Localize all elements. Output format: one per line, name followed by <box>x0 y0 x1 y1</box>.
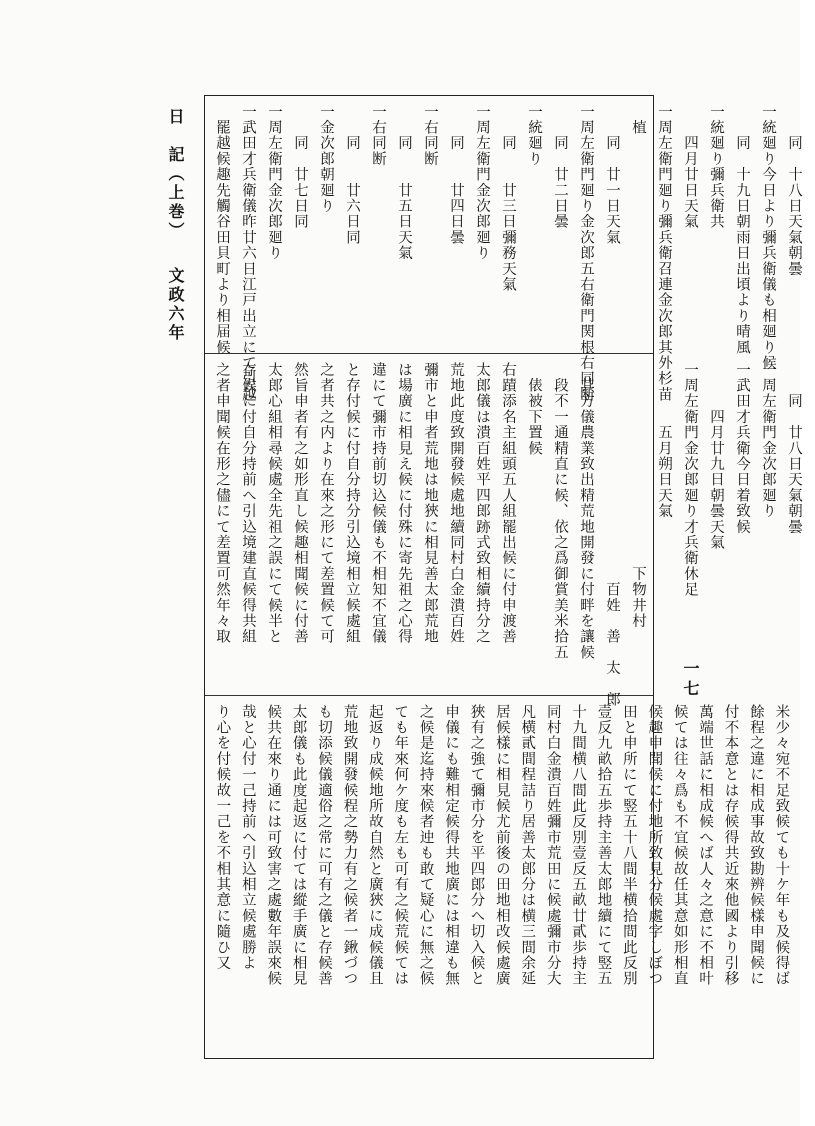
tier-body <box>205 354 815 708</box>
text-line: 同 十九日朝雨日出頃より晴風 <box>734 104 750 356</box>
running-header <box>160 108 190 343</box>
text-line: 百姓 善 太 郎 <box>604 362 620 708</box>
text-line: 一統廻り今日より彌兵衛儀も相廻り候 <box>760 104 776 371</box>
text-line: 俵被下置候 <box>526 362 542 457</box>
text-line: 哉と心付一己持前へ引込相立候處勝よ <box>239 704 256 971</box>
text-line: 違にて彌市持前切込候儀も不相知不宜儀 <box>370 362 386 645</box>
text-line: ても年來何ケ度も左も可有之候荒候ては <box>392 704 409 987</box>
text-line: 同 廿二日曇 <box>552 104 568 230</box>
text-line: 五月朔日天氣 <box>656 362 672 519</box>
text-line: 之候是迄持來候者迚も敢て疑心に無之候 <box>417 704 434 987</box>
text-line: 十九間横八間此反別壹反五畝廿貳歩持主 <box>570 704 587 987</box>
text-line: 其方儀農業致出精荒地開發に付畔を讓候 <box>578 362 594 661</box>
text-line: は場廣に相見え候に付殊に寄先祖之心得 <box>396 362 412 645</box>
text-line: 居候樣に相見候尤前後の田地相改候處廣 <box>493 704 510 987</box>
text-line: 米少々宛不足致候ても十ケ年も及候得ば <box>773 704 790 987</box>
text-line: 一金次郎朝廻り <box>318 104 334 214</box>
text-line: 田と申所にて竪五十八間半横拾間此反別 <box>620 704 637 987</box>
text-line: 一周左衛門金次郎廻り <box>474 104 490 261</box>
text-line: 起返り成候地所故自然と廣狹に成候儀且 <box>366 704 383 987</box>
text-line: 太郎心組相尋候處全先祖之誤にて候半と <box>266 362 282 645</box>
text-line: 候趣申聞候に付地所致見分候處字しぼつ <box>646 704 663 987</box>
text-line: 太郎儀は潰百姓平四郎跡式致相續持分之 <box>474 362 490 645</box>
text-line: 凡横貳間程詰り居善太郎分は横三間余延 <box>519 704 536 987</box>
text-line: 同 廿六日同 <box>344 104 360 246</box>
text-line: 右蹟添名主組頭五人組罷出候に付申渡善 <box>500 362 516 645</box>
text-line: 存候に付自分持前へ引込境建直候得共組 <box>240 362 256 645</box>
text-line: 下物井村 <box>630 362 646 629</box>
page-number: 一七 <box>681 660 700 700</box>
text-line: 然旨申者有之如形直し候趣相聞候に付善 <box>292 362 308 645</box>
text-line: 之者共之内より在來之形にて差置候て可 <box>318 362 334 645</box>
text-line: 之者申聞候在形之儘にて差置可然年々取 <box>214 362 230 645</box>
text-line: 罷越候趣先觸谷田貝町より相届候 <box>214 104 230 356</box>
text-line: 狹有之強て彌市分を平四郎分へ切入候と <box>468 704 485 987</box>
text-line: 一周左衛門廻り彌兵衛召連金次郎其外杉苗 <box>656 104 672 403</box>
text-tier-upper <box>205 96 802 403</box>
text-line: 同村白金潰百姓彌市荒田に候處彌市分大 <box>544 704 561 987</box>
text-line: 四月廿日天氣 <box>682 104 698 230</box>
text-line: 一周左衛門廻り金次郎五右衛門関根右同断 <box>578 104 594 403</box>
text-line: 一統廻り彌兵衛共 <box>708 104 724 230</box>
text-line: 同 廿三日彌務天氣 <box>500 104 516 293</box>
text-line: と存付候に付自分持分引込境相立候處組 <box>344 362 360 645</box>
text-line: 同 廿四日曇 <box>448 104 464 246</box>
text-line: 壹反九畝拾五歩持主善太郎地續にて竪五 <box>595 704 612 987</box>
text-line: 四月廿九日朝曇天氣 <box>708 362 724 551</box>
text-line: 一右同断 <box>370 104 386 167</box>
text-line: 一周左衛門金次郎廻り <box>760 362 776 519</box>
text-line: 彌市と申者荒地は地狹に相見善太郎荒地 <box>422 362 438 645</box>
text-line: 候共在來り通には可致害之處數年誤來候 <box>265 704 282 987</box>
text-line: 一周左衛門金次郎廻り才兵衛休足 <box>682 362 698 598</box>
text-line: 太郎儀も此度起返に付ては縱手廣に相見 <box>290 704 307 987</box>
text-line: 萬端世話に相成候へば人々之意に不相叶 <box>697 704 714 987</box>
text-line: 段不一通精直に候、依之爲御賞美米拾五 <box>552 362 568 661</box>
header-title: 日 記（上巻） <box>166 108 185 241</box>
tier-body <box>205 696 801 1058</box>
text-line: 同 廿八日天氣朝曇 <box>786 362 802 535</box>
text-line: 一武田才兵衛儀昨廿六日江戸出立にて引越 <box>240 104 256 403</box>
text-line: 一周左衛門金次郎廻り <box>266 104 282 261</box>
header-era: 文政六年 <box>166 267 185 343</box>
text-line: 一右同断 <box>422 104 438 167</box>
text-tier-lower <box>205 696 790 1058</box>
text-line: 一統廻り <box>526 104 542 167</box>
text-line: 荒地致開發候程之勢力有之候者一鍬づつ <box>341 704 358 987</box>
text-line: 植 <box>630 104 646 136</box>
text-line: 申儀にも難相定候得共地廣には相違も無 <box>443 704 460 987</box>
text-line: 同 廿七日同 <box>292 104 308 230</box>
text-line: 同 廿一日天氣 <box>604 104 620 246</box>
tier-body <box>205 96 815 403</box>
text-line: 同 廿五日天氣 <box>396 104 412 261</box>
text-line: 一武田才兵衛今日着致候 <box>734 362 750 535</box>
text-line: も切添候儀適俗之常に可有之儀と存候善 <box>316 704 333 987</box>
text-line: 荒地此度致開發候處地續同村白金潰百姓 <box>448 362 464 645</box>
text-line: 候ては往々爲も不宜候故任其意如形相直 <box>671 704 688 987</box>
text-line: 餘程之違に相成事故致勘辨候樣申聞候に <box>747 704 764 987</box>
text-line: 同 十八日天氣朝曇 <box>786 104 802 277</box>
text-line: り心を付候故一己を不相其意に隨ひ又 <box>214 704 231 971</box>
text-line: 付不本意とは存候得共近來他國より引移 <box>722 704 739 987</box>
